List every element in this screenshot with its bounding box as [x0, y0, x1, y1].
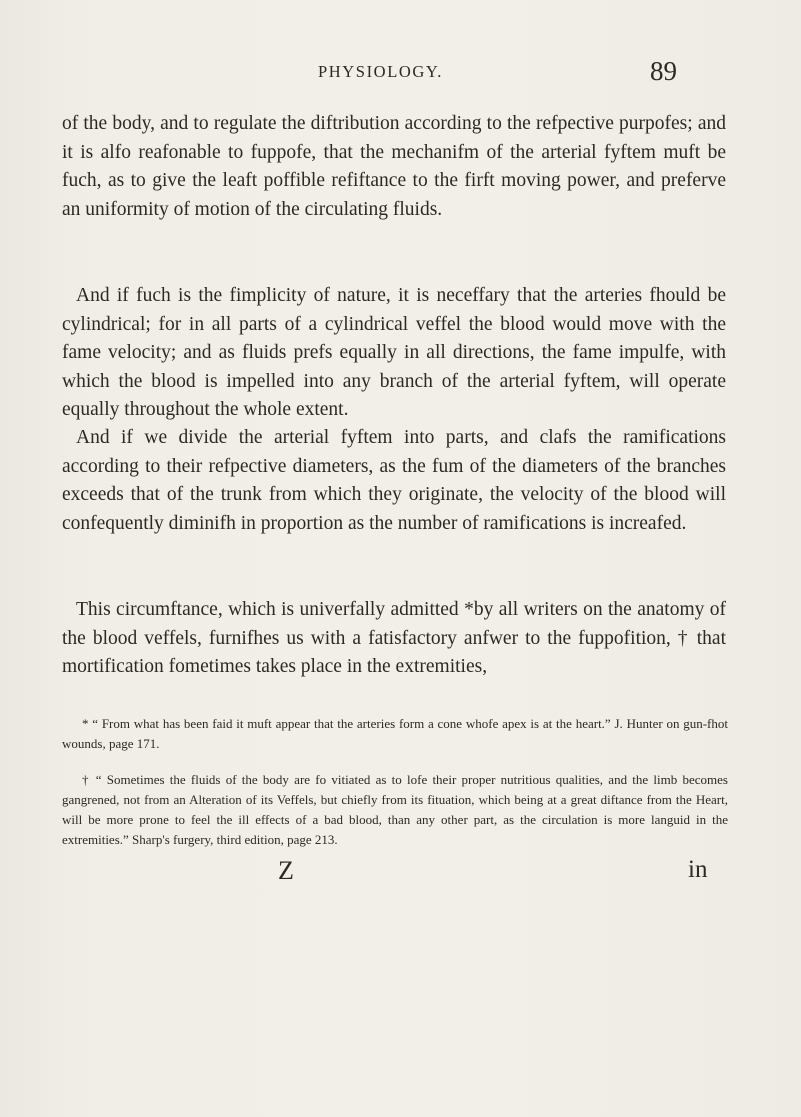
paragraph-1: of the body, and to regulate the diftribution according to the refpective purpofes; and it is alfo reafonable to fuppofe, that the mechanifm of the arterial fyftem muft be fuch, as to give the leaft poffible refiftance to the firft moving power, and preferve an uniformity of motion of the circulating fluids. — [62, 113, 726, 220]
page-header — [0, 58, 801, 98]
catchword: in — [688, 856, 708, 883]
signature-mark: Z — [278, 856, 294, 885]
footnote-sharp: † “ Sometimes the fluids of the body are fo vitiated as to lofe their proper nutritious qualities, and the limb becomes gangrened, not from an Alteration of its Veffels, but chiefly from its fituation, which being at a great diftance from the Heart, will be more prone to feel the ill effects of a bad blood, than any other part, as the circulation is more languid in the extremities.” Sharp's furgery, third edition, page 213. — [62, 772, 728, 847]
page-number: 89 — [650, 56, 677, 86]
footnote-hunter: * “ From what has been faid it muft appear that the arteries form a cone whofe apex is at the heart.” J. Hunter on gun-fhot wounds, page 171. — [62, 716, 728, 751]
paragraph-4: This circumftance, which is univerfally admitted *by all writers on the anatomy of the blood veffels, furnifhes us with a fatisfactory anfwer to the fuppofition, † that mortification fometimes takes place in the extremities, — [62, 599, 726, 677]
running-head: PHYSIOLOGY. — [318, 62, 444, 81]
paragraph-3: And if we divide the arterial fyftem into parts, and clafs the ramifications according to their refpective diameters, as the fum of the diameters of the branches exceeds that of the trunk from which they originate, the velocity of the blood will confequently diminifh in proportion as the number of ramifications is increafed. — [62, 427, 726, 534]
paragraph-2: And if fuch is the fimplicity of nature, it is neceffary that the arteries fhould be cylindrical; for in all parts of a cylindrical veffel the blood would move with the fame velocity; and as fluids prefs equally in all directions, the fame impulfe, with which the blood is impelled into any branch of the arterial fyftem, will operate equally throughout the whole extent. — [62, 285, 726, 420]
